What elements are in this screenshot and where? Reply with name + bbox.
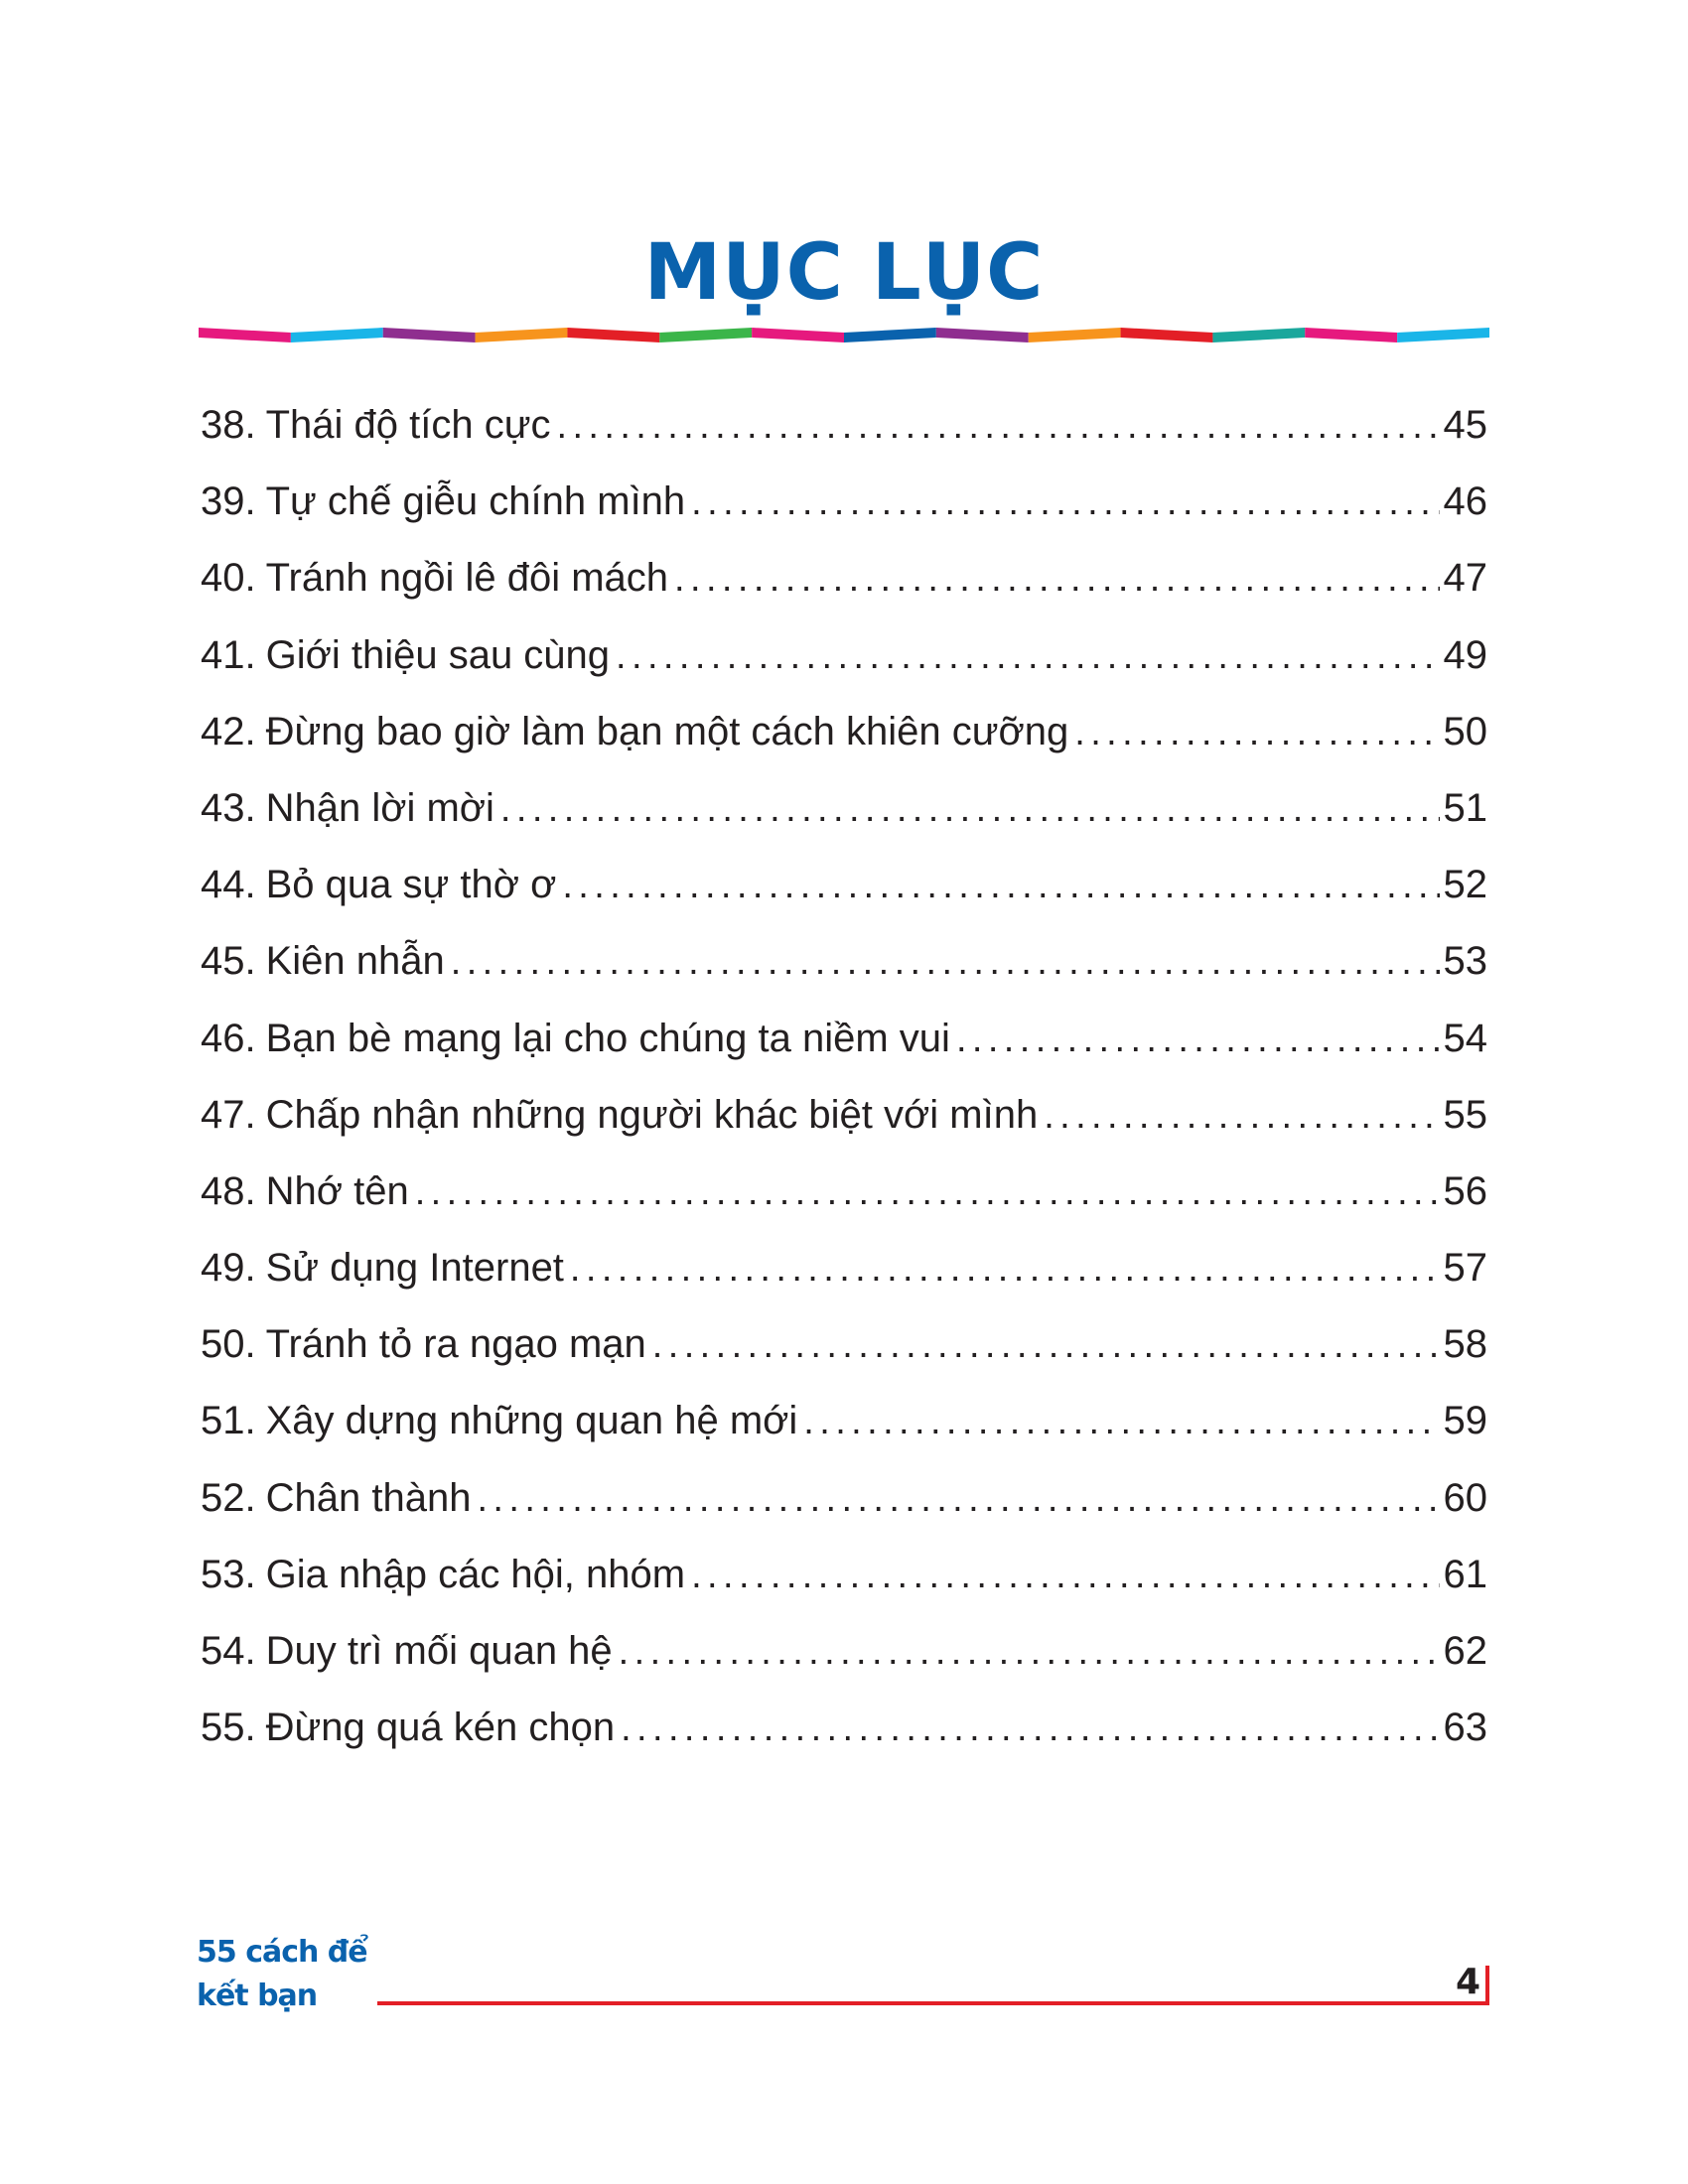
toc-entry-title: Nhớ tên [265, 1168, 409, 1213]
toc-entry[interactable] [201, 625, 1487, 702]
zigzag-segment [844, 328, 936, 342]
table-of-contents [201, 395, 1487, 1774]
toc-dot-leader [691, 1546, 1439, 1605]
toc-entry-number: 55. [201, 1706, 256, 1750]
toc-entry-title: Giới thiệu sau cùng [265, 632, 611, 677]
toc-entry-number: 39. [201, 479, 256, 524]
toc-entry-page: 49 [1443, 632, 1487, 677]
toc-entry-title: Bạn bè mạng lại cho chúng ta niềm vui [265, 1016, 950, 1060]
toc-entry-title: Gia nhập các hội, nhóm [265, 1552, 686, 1596]
toc-entry-number: 50. [201, 1322, 256, 1367]
toc-dot-leader [562, 856, 1439, 915]
toc-entry[interactable] [201, 855, 1487, 931]
toc-entry-number: 42. [201, 709, 256, 753]
brand-line-1: 55 cách để [197, 1935, 367, 1970]
toc-entry-page: 61 [1443, 1552, 1487, 1596]
toc-dot-leader [652, 1315, 1440, 1375]
toc-entry-page: 54 [1443, 1016, 1487, 1060]
toc-entry-title: Nhận lời mời [265, 785, 494, 830]
toc-dot-leader [1074, 703, 1439, 762]
zigzag-segment [659, 328, 752, 342]
toc-entry-title: Tránh tỏ ra ngạo mạn [265, 1322, 646, 1367]
toc-entry[interactable] [201, 1698, 1487, 1774]
toc-entry-page: 57 [1443, 1246, 1487, 1291]
book-brand-logo [197, 1931, 395, 2018]
brand-line-2: kết bạn [197, 1979, 318, 2013]
zigzag-segment [476, 328, 568, 342]
toc-dot-leader [557, 396, 1440, 456]
toc-entry-title: Tự chế giễu chính mình [265, 479, 686, 524]
toc-entry[interactable] [201, 1238, 1487, 1314]
toc-entry-page: 58 [1443, 1322, 1487, 1367]
toc-entry-page: 50 [1443, 709, 1487, 753]
toc-entry-number: 46. [201, 1016, 256, 1060]
toc-entry-title: Sử dụng Internet [265, 1246, 564, 1291]
toc-entry-number: 51. [201, 1399, 256, 1443]
toc-entry[interactable] [201, 548, 1487, 624]
toc-entry-page: 45 [1443, 403, 1487, 447]
zigzag-segment [567, 328, 659, 342]
toc-entry-title: Xây dựng những quan hệ mới [265, 1399, 798, 1443]
toc-entry-number: 38. [201, 403, 256, 447]
toc-dot-leader [616, 626, 1439, 686]
toc-entry[interactable] [201, 472, 1487, 548]
toc-entry-page: 52 [1443, 863, 1487, 907]
toc-entry-page: 60 [1443, 1475, 1487, 1520]
toc-entry[interactable] [201, 931, 1487, 1008]
toc-entry-number: 44. [201, 863, 256, 907]
toc-entry-number: 45. [201, 939, 256, 984]
toc-entry-page: 55 [1443, 1092, 1487, 1137]
zigzag-segment [199, 328, 291, 342]
toc-entry-page: 63 [1443, 1706, 1487, 1750]
decorative-zigzag-divider [199, 324, 1489, 347]
toc-entry-title: Đừng quá kén chọn [265, 1706, 616, 1750]
toc-entry-number: 40. [201, 556, 256, 601]
toc-entry-page: 62 [1443, 1629, 1487, 1673]
zigzag-segment [291, 328, 383, 342]
page-number: 4 [1455, 1962, 1480, 2002]
toc-dot-leader [1044, 1086, 1439, 1146]
zigzag-segment [1305, 328, 1397, 342]
toc-entry-title: Duy trì mối quan hệ [265, 1629, 613, 1673]
toc-dot-leader [451, 932, 1440, 992]
toc-entry-number: 52. [201, 1475, 256, 1520]
toc-entry-page: 46 [1443, 479, 1487, 524]
toc-dot-leader [619, 1622, 1440, 1682]
toc-entry[interactable] [201, 1085, 1487, 1161]
page-title: MỤC LỤC [643, 228, 1045, 318]
toc-entry-title: Bỏ qua sự thờ ơ [265, 863, 557, 907]
zigzag-segment [1121, 328, 1213, 342]
toc-entry[interactable] [201, 1161, 1487, 1238]
toc-entry-number: 43. [201, 785, 256, 830]
toc-entry-title: Kiên nhẫn [265, 939, 445, 984]
toc-dot-leader [621, 1699, 1439, 1758]
toc-entry-number: 41. [201, 632, 256, 677]
toc-entry-number: 48. [201, 1168, 256, 1213]
toc-dot-leader [691, 473, 1439, 532]
toc-entry[interactable] [201, 1621, 1487, 1698]
zigzag-segment [752, 328, 844, 342]
toc-entry-number: 47. [201, 1092, 256, 1137]
toc-dot-leader [570, 1239, 1440, 1298]
toc-entry[interactable] [201, 1545, 1487, 1621]
toc-entry[interactable] [201, 702, 1487, 778]
zigzag-segment [383, 328, 476, 342]
toc-entry[interactable] [201, 1391, 1487, 1467]
zigzag-segment [1397, 328, 1489, 342]
toc-entry-page: 59 [1443, 1399, 1487, 1443]
toc-dot-leader [674, 549, 1439, 609]
toc-entry-page: 56 [1443, 1168, 1487, 1213]
toc-entry-page: 51 [1443, 785, 1487, 830]
zigzag-segment [1212, 328, 1305, 342]
toc-entry[interactable] [201, 395, 1487, 472]
toc-dot-leader [500, 779, 1440, 839]
toc-entry-page: 53 [1443, 939, 1487, 984]
toc-dot-leader [415, 1162, 1440, 1222]
toc-entry[interactable] [201, 1468, 1487, 1545]
toc-entry-title: Tránh ngồi lê đôi mách [265, 556, 669, 601]
zigzag-segment [936, 328, 1029, 342]
zigzag-segment [1029, 328, 1121, 342]
toc-entry-title: Thái độ tích cực [265, 403, 551, 447]
footer-rule-tick [1485, 1966, 1489, 2005]
toc-entry-title: Chân thành [265, 1475, 472, 1520]
toc-entry-number: 49. [201, 1246, 256, 1291]
toc-entry-number: 53. [201, 1552, 256, 1596]
toc-entry[interactable] [201, 1314, 1487, 1391]
toc-entry-title: Đừng bao giờ làm bạn một cách khiên cưỡng [265, 709, 1069, 753]
footer-rule [377, 2001, 1489, 2005]
toc-entry[interactable] [201, 778, 1487, 855]
toc-entry-title: Chấp nhận những người khác biệt với mình [265, 1092, 1039, 1137]
toc-entry-number: 54. [201, 1629, 256, 1673]
toc-dot-leader [956, 1010, 1440, 1069]
toc-dot-leader [477, 1469, 1439, 1529]
toc-entry-page: 47 [1443, 556, 1487, 601]
toc-entry[interactable] [201, 1009, 1487, 1085]
toc-dot-leader [803, 1392, 1439, 1451]
